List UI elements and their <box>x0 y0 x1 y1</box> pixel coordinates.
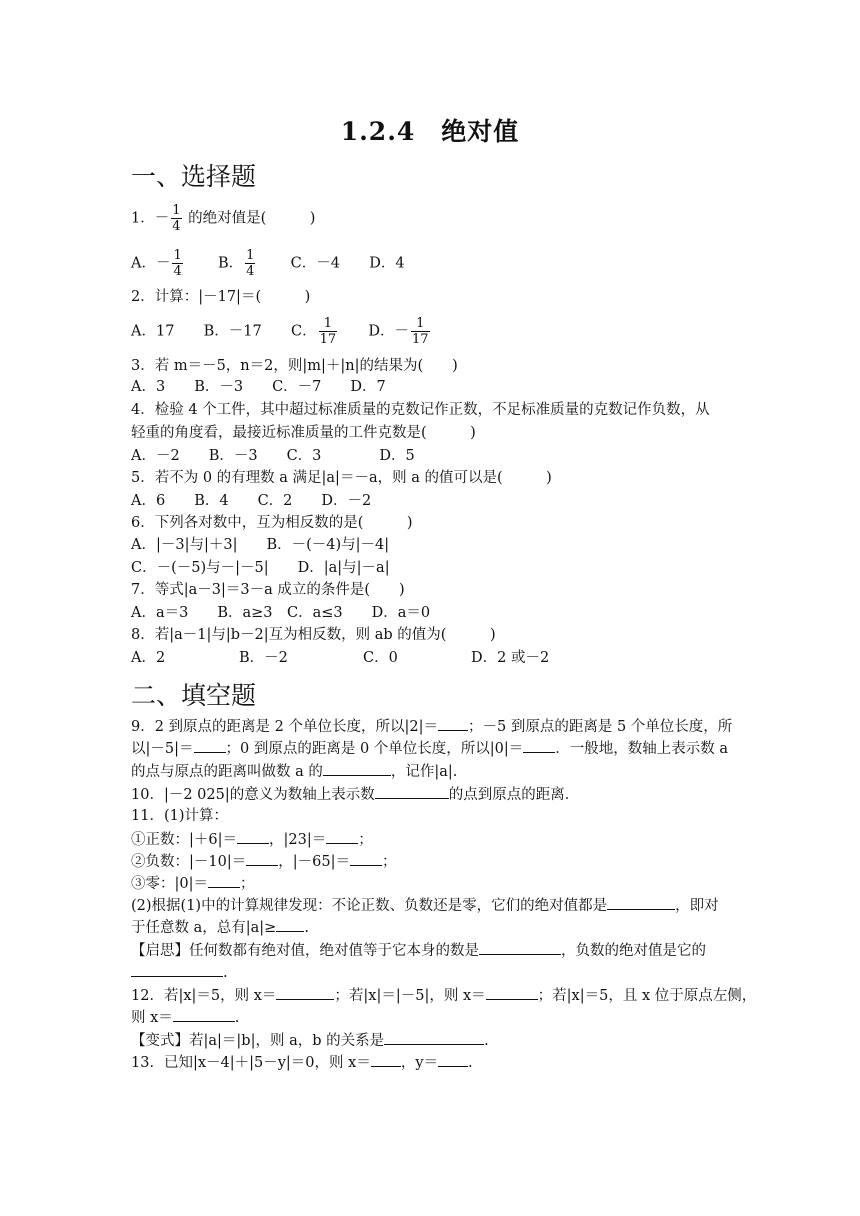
q11-part2-text-4: . <box>304 920 309 936</box>
q2-option-b: B．－17 <box>203 323 262 340</box>
q1-option-a-num: 1 <box>173 248 182 263</box>
q13-text-1: 13．已知|x－4|＋|5－y|＝0，则 x＝ <box>131 1055 371 1071</box>
q9-text-6: 的点与原点的距离叫做数 a 的 <box>131 764 323 780</box>
question-6-options-1: A．|－3|与|＋3| B．－(－4)与|－4| <box>131 537 390 553</box>
q1-option-c: C．－4 <box>290 255 340 272</box>
question-11-negative <box>131 852 396 871</box>
question-3: 3．若 m＝－5，n＝2，则|m|＋|n|的结果为( ) <box>131 358 458 374</box>
q9-text-1: 9．2 到原点的距离是 2 个单位长度，所以|2|＝ <box>131 719 438 735</box>
variant-line <box>131 1031 489 1050</box>
q9-text-2: ；－5 到原点的距离是 5 个单位长度，所 <box>468 719 733 735</box>
q1-option-b-fraction <box>245 248 255 279</box>
question-11-part-2-line-2 <box>131 918 309 937</box>
answer-blank[interactable] <box>276 918 304 932</box>
question-8: 8．若|a－1|与|b－2|互为相反数，则 ab 的值为( ) <box>131 627 496 643</box>
q9-text-4: ；0 到原点的距离是 0 个单位长度，所以|0|＝ <box>225 741 524 757</box>
hint-text-2: ，负数的绝对值是它的 <box>561 943 706 959</box>
question-8-options <box>131 649 549 667</box>
q1-option-d: D．4 <box>369 255 405 272</box>
q2-option-d: D．－ <box>368 323 409 340</box>
q12-text-5: . <box>234 1010 240 1026</box>
question-9-line-1 <box>131 717 732 736</box>
question-11-part-2-line-1 <box>131 896 719 915</box>
q11-part2-text-1: (2)根据(1)中的计算规律发现：不论正数、负数还是零，它们的绝对值都是 <box>131 898 608 914</box>
q1-prefix: 1． <box>131 210 155 227</box>
q12-text-1: 12．若|x|＝5，则 x＝ <box>131 988 277 1004</box>
variant-text-2: . <box>484 1033 489 1049</box>
q1-option-a-den: 4 <box>173 264 182 279</box>
question-5-options: A．6 B．4 C．2 D．－2 <box>131 493 372 509</box>
question-9-line-3 <box>131 762 457 781</box>
q8-option-a: A．2 <box>131 650 166 666</box>
q11-neg-text-1: ②负数：|－10|＝ <box>131 854 247 870</box>
q9-text-7: ，记作|a|. <box>390 764 458 780</box>
answer-blank[interactable] <box>131 963 223 977</box>
q11-zero-text-1: ③零：|0|＝ <box>131 876 208 892</box>
q11-zero-text-2: ； <box>240 876 255 892</box>
question-13 <box>131 1053 473 1072</box>
answer-blank[interactable] <box>523 739 555 753</box>
question-11-zero <box>131 874 255 893</box>
q8-option-b: B．－2 <box>239 650 288 666</box>
q2-option-c: C． <box>290 323 317 340</box>
q8-option-c: C．0 <box>363 650 398 666</box>
q9-text-3: 以|－5|＝ <box>131 741 194 757</box>
section-heading-fill: 二、填空题 <box>131 681 257 710</box>
q11-pos-text-2: ，|23|＝ <box>269 832 327 848</box>
answer-blank[interactable] <box>375 785 449 799</box>
question-12-line-2 <box>131 1008 239 1027</box>
q11-part2-text-3: 于任意数 a，总有|a|≥ <box>131 920 277 936</box>
q10-text-2: 的点到原点的距离． <box>448 787 580 803</box>
answer-blank[interactable] <box>276 986 334 1000</box>
q11-pos-text-3: ； <box>358 832 373 848</box>
q2-option-d-num: 1 <box>411 316 430 332</box>
q9-text-5: ．一般地，数轴上表示数 a <box>555 741 729 757</box>
question-2: 2．计算：|－17|＝( ) <box>131 289 311 305</box>
q2-option-d-den: 17 <box>412 332 429 347</box>
question-7: 7．等式|a－3|＝3－a 成立的条件是( ) <box>131 582 405 598</box>
q11-neg-text-3: ； <box>381 854 397 870</box>
answer-blank[interactable] <box>486 986 538 1000</box>
q11-part2-text-2: ，即对 <box>675 898 719 914</box>
variant-text-1: 【变式】若|a|＝|b|，则 a，b 的关系是 <box>131 1033 385 1049</box>
q13-text-2: ，y＝ <box>400 1055 439 1071</box>
hint-line-2 <box>131 963 228 982</box>
answer-blank[interactable] <box>326 830 358 844</box>
answer-blank[interactable] <box>194 739 226 753</box>
question-10 <box>131 785 579 804</box>
q1-minus: － <box>154 210 170 227</box>
question-6-options-2: C．－(－5)与－|－5| D．|a|与|－a| <box>131 560 390 576</box>
question-7-options: A．a＝3 B．a≥3 C．a≤3 D．a＝0 <box>131 605 431 621</box>
question-3-options: A．3 B．－3 C．－7 D．7 <box>131 379 386 395</box>
q1-option-b: B． <box>217 255 244 272</box>
q2-option-c-num: 1 <box>319 316 338 332</box>
q2-option-d-fraction <box>411 316 430 347</box>
q12-text-2: ；若|x|＝|－5|，则 x＝ <box>334 988 486 1004</box>
q2-option-a: A．17 <box>131 323 175 340</box>
answer-blank[interactable] <box>173 1008 235 1022</box>
q1-text: 的绝对值是( ) <box>188 210 316 227</box>
q1-option-a: A．－ <box>131 255 171 272</box>
q12-text-3: ；若|x|＝5，且 x 位于原点左侧， <box>537 988 757 1004</box>
q2-option-c-fraction <box>319 316 338 347</box>
q1-option-b-num: 1 <box>246 248 255 263</box>
answer-blank[interactable] <box>438 717 468 731</box>
q2-option-c-den: 17 <box>319 332 337 347</box>
question-4-options: A．－2 B．－3 C．3 D．5 <box>131 448 415 464</box>
answer-blank[interactable] <box>438 1053 468 1067</box>
question-4-line-2: 轻重的角度看，最接近标准质量的工件克数是( ) <box>131 425 476 441</box>
answer-blank[interactable] <box>323 762 391 776</box>
answer-blank[interactable] <box>371 1053 401 1067</box>
hint-text-3: . <box>223 965 228 981</box>
answer-blank[interactable] <box>237 830 269 844</box>
question-1 <box>131 203 315 234</box>
q1-option-a-fraction <box>172 248 182 279</box>
question-2-options <box>131 316 432 347</box>
q1-frac-num: 1 <box>172 203 181 218</box>
q11-neg-text-2: ，|－65|＝ <box>278 854 350 870</box>
question-12-line-1 <box>131 986 756 1005</box>
question-1-options <box>131 248 405 279</box>
page-title: 1.2.4 绝对值 <box>340 117 520 146</box>
section-heading-choice: 一、选择题 <box>131 162 257 191</box>
question-4-line-1: 4．检验 4 个工件，其中超过标准质量的克数记作正数，不足标准质量的克数记作负数，从 <box>131 402 710 418</box>
hint-text-1: 【启思】任何数都有绝对值，绝对值等于它本身的数是 <box>131 943 479 959</box>
q8-option-d: D．2 或－2 <box>471 650 550 666</box>
q12-text-4: 则 x＝ <box>131 1010 173 1026</box>
answer-blank[interactable] <box>384 1031 484 1045</box>
question-9-line-2 <box>131 739 728 758</box>
q1-option-b-den: 4 <box>246 264 255 279</box>
answer-blank[interactable] <box>208 874 240 888</box>
q11-pos-text-1: ①正数：|＋6|＝ <box>131 832 237 848</box>
q13-text-3: . <box>468 1055 473 1071</box>
answer-blank[interactable] <box>350 852 382 866</box>
question-11: 11．(1)计算： <box>131 808 228 824</box>
hint-line-1 <box>131 941 706 960</box>
question-6: 6．下列各对数中，互为相反数的是( ) <box>131 515 413 531</box>
question-5: 5．若不为 0 的有理数 a 满足|a|＝－a，则 a 的值可以是( ) <box>131 470 552 486</box>
answer-blank[interactable] <box>479 941 561 955</box>
q10-text-1: 10．|－2 025|的意义为数轴上表示数 <box>131 787 375 803</box>
q1-fraction <box>171 203 181 234</box>
q1-frac-den: 4 <box>172 219 181 234</box>
answer-blank[interactable] <box>246 852 278 866</box>
question-11-positive <box>131 830 373 849</box>
answer-blank[interactable] <box>607 896 675 910</box>
